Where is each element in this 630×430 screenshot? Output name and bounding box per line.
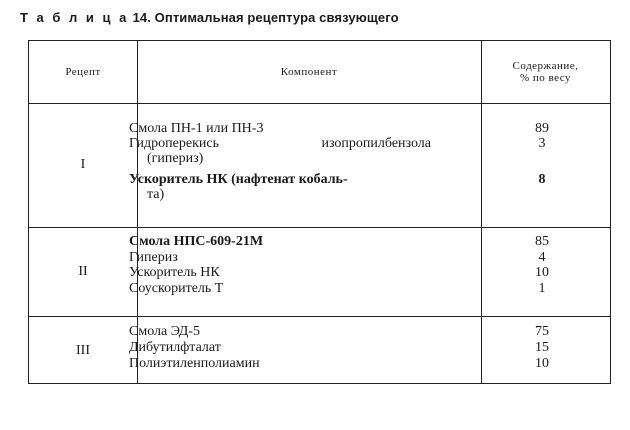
component-cell-part-a: Гидроперекись xyxy=(129,136,219,151)
content-cell: 85 xyxy=(535,234,549,249)
component-cell: та) xyxy=(147,187,165,202)
component-cell: Ускоритель НК (нафтенат кобаль- xyxy=(129,172,348,187)
component-cell-part-b: изопропилбензола xyxy=(321,136,431,151)
content-cell: 15 xyxy=(535,340,549,355)
caption-title: Оптимальная рецептура связующего xyxy=(154,10,399,25)
component-cell: Смола ПН-1 или ПН-3 xyxy=(129,121,264,136)
recipe-cell-3: III xyxy=(76,342,90,358)
component-cell: Гипериз xyxy=(129,250,178,265)
content-cell: 75 xyxy=(535,324,549,339)
content-cell: 89 xyxy=(535,121,549,136)
component-cell: Смола НПС-609-21М xyxy=(129,234,264,249)
content-cell: 3 xyxy=(538,136,546,151)
header-content-line1: Содержание, xyxy=(512,60,579,72)
recipe-table xyxy=(28,40,611,384)
table-caption xyxy=(20,10,399,25)
caption-label: Т а б л и ц а xyxy=(20,10,129,25)
component-cell: Смола ЭД-5 xyxy=(129,324,200,339)
component-cell: Ускоритель НК xyxy=(129,265,220,280)
content-cell: 8 xyxy=(538,172,546,187)
content-cell: 1 xyxy=(538,281,546,296)
content-cell: 4 xyxy=(538,250,546,265)
header-content xyxy=(481,41,610,103)
component-cell: Полиэтиленполиамин xyxy=(129,356,260,371)
header-component: Компонент xyxy=(280,66,338,78)
content-cell: 10 xyxy=(535,356,549,371)
recipe-cell-2: II xyxy=(78,263,88,279)
header-recipe: Рецепт xyxy=(65,66,101,78)
header-content-line2: % по весу xyxy=(519,72,572,84)
component-cell: Дибутилфталат xyxy=(129,340,221,355)
component-cell: Соускоритель Т xyxy=(129,281,224,296)
recipe-cell-1: I xyxy=(80,157,86,172)
content-cell: 10 xyxy=(535,265,549,280)
caption-number: 14. xyxy=(132,10,151,25)
component-cell xyxy=(129,136,431,152)
component-cell: (гипериз) xyxy=(147,151,204,166)
